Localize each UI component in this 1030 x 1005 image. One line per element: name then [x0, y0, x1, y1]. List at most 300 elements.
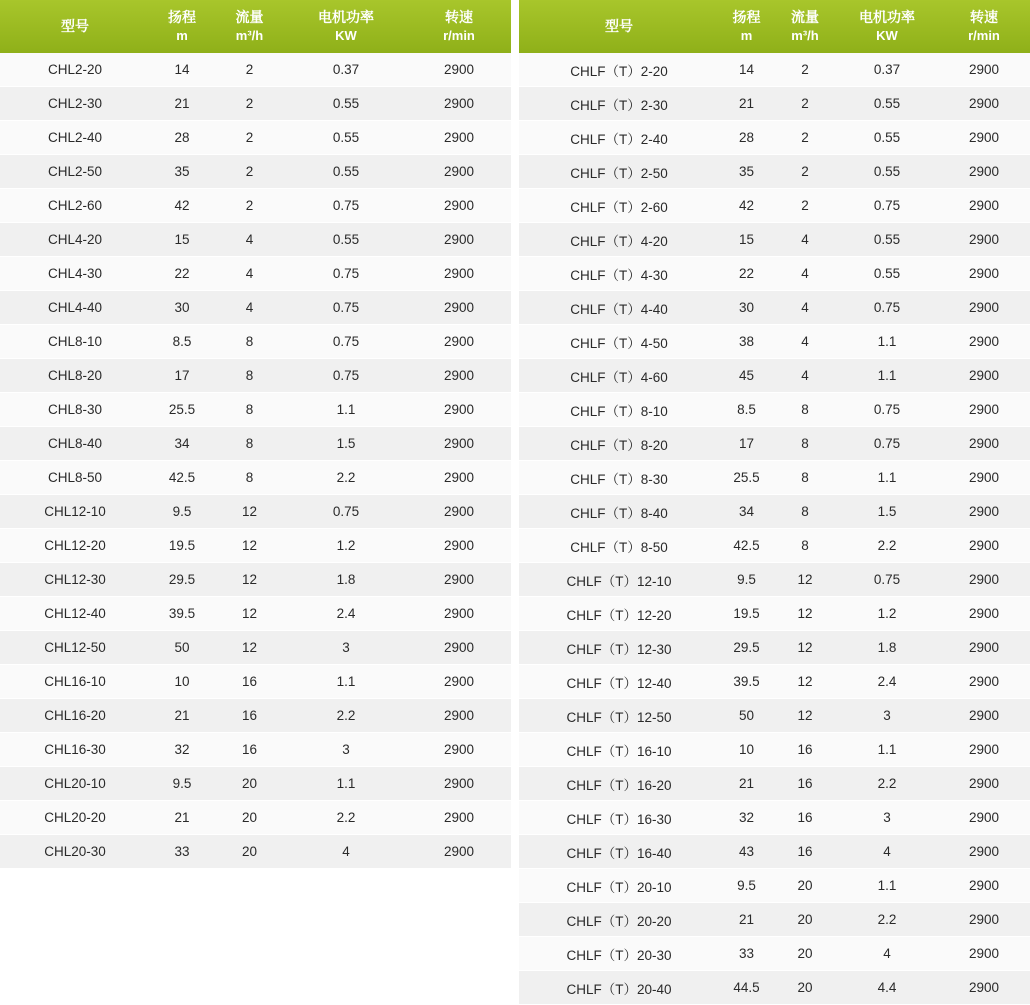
- column-header-2: [774, 0, 836, 53]
- cell-value: 17: [719, 427, 774, 461]
- cell-value: 2900: [938, 903, 1030, 937]
- cell-value: 8: [774, 529, 836, 563]
- cell-value: 2900: [407, 699, 511, 733]
- cell-model: CHL2-40: [0, 121, 150, 155]
- cell-model: CHLF（T）2-30: [519, 87, 719, 121]
- cell-value: 4: [214, 257, 285, 291]
- cell-value: 39.5: [150, 597, 214, 631]
- cell-model: CHL12-30: [0, 563, 150, 597]
- table-row: [0, 53, 511, 87]
- cell-model: CHLF（T）16-10: [519, 733, 719, 767]
- column-header-unit: KW: [876, 27, 898, 43]
- cell-value: 0.75: [836, 393, 938, 427]
- cell-value: 2900: [938, 801, 1030, 835]
- cell-value: 38: [719, 325, 774, 359]
- cell-value: 9.5: [719, 869, 774, 903]
- cell-value: 8.5: [719, 393, 774, 427]
- cell-value: 2900: [938, 869, 1030, 903]
- cell-value: 2900: [938, 495, 1030, 529]
- column-header-title: 转速: [445, 8, 473, 25]
- cell-value: 45: [719, 359, 774, 393]
- table-row: [519, 529, 1030, 563]
- cell-value: 42: [719, 189, 774, 223]
- cell-value: 2900: [938, 393, 1030, 427]
- table-row: [519, 869, 1030, 903]
- cell-model: CHLF（T）8-40: [519, 495, 719, 529]
- cell-model: CHL2-30: [0, 87, 150, 121]
- cell-model: CHL8-40: [0, 427, 150, 461]
- cell-value: 0.37: [285, 53, 407, 87]
- table-row: [519, 699, 1030, 733]
- cell-value: 2900: [938, 699, 1030, 733]
- cell-model: CHL8-50: [0, 461, 150, 495]
- table-row: [519, 87, 1030, 121]
- chl-table-container: [0, 0, 511, 869]
- cell-value: 2: [214, 121, 285, 155]
- cell-value: 8: [774, 393, 836, 427]
- cell-value: 0.55: [285, 87, 407, 121]
- cell-value: 14: [150, 53, 214, 87]
- cell-value: 3: [285, 733, 407, 767]
- table-row: [0, 359, 511, 393]
- cell-value: 28: [150, 121, 214, 155]
- cell-value: 2.2: [836, 529, 938, 563]
- cell-model: CHLF（T）20-20: [519, 903, 719, 937]
- cell-value: 1.2: [285, 529, 407, 563]
- cell-value: 44.5: [719, 971, 774, 1005]
- cell-value: 1.1: [836, 461, 938, 495]
- cell-value: 4: [836, 835, 938, 869]
- cell-value: 12: [774, 597, 836, 631]
- cell-value: 32: [719, 801, 774, 835]
- cell-value: 21: [150, 699, 214, 733]
- table-row: [519, 53, 1030, 87]
- cell-value: 2900: [938, 189, 1030, 223]
- cell-value: 8: [214, 461, 285, 495]
- cell-model: CHLF（T）12-40: [519, 665, 719, 699]
- chl-spec-table: [0, 0, 511, 869]
- column-header-3: [285, 0, 407, 53]
- cell-value: 0.55: [285, 155, 407, 189]
- table-row: [519, 665, 1030, 699]
- table-row: [519, 801, 1030, 835]
- column-header-unit: r/min: [968, 27, 1000, 43]
- cell-value: 12: [214, 495, 285, 529]
- cell-value: 3: [836, 699, 938, 733]
- chlf-spec-table: [519, 0, 1030, 1005]
- table-row: [519, 359, 1030, 393]
- cell-value: 2900: [407, 257, 511, 291]
- cell-model: CHL12-40: [0, 597, 150, 631]
- cell-model: CHLF（T）2-60: [519, 189, 719, 223]
- cell-value: 2900: [407, 801, 511, 835]
- table-row: [0, 597, 511, 631]
- cell-value: 12: [774, 665, 836, 699]
- cell-value: 21: [150, 801, 214, 835]
- cell-value: 1.1: [836, 359, 938, 393]
- table-row: [519, 291, 1030, 325]
- cell-model: CHLF（T）12-30: [519, 631, 719, 665]
- table-row: [0, 801, 511, 835]
- cell-value: 0.37: [836, 53, 938, 87]
- cell-model: CHLF（T）4-60: [519, 359, 719, 393]
- cell-value: 39.5: [719, 665, 774, 699]
- cell-value: 8: [774, 427, 836, 461]
- cell-model: CHLF（T）8-30: [519, 461, 719, 495]
- cell-value: 34: [150, 427, 214, 461]
- column-header-title: 型号: [605, 17, 633, 34]
- table-row: [519, 631, 1030, 665]
- cell-value: 3: [285, 631, 407, 665]
- cell-value: 20: [214, 835, 285, 869]
- table-row: [519, 767, 1030, 801]
- table-row: [519, 495, 1030, 529]
- cell-model: CHLF（T）12-20: [519, 597, 719, 631]
- cell-value: 50: [719, 699, 774, 733]
- cell-value: 2900: [938, 597, 1030, 631]
- cell-value: 29.5: [150, 563, 214, 597]
- header-row: [519, 0, 1030, 53]
- cell-value: 2900: [938, 971, 1030, 1005]
- table-row: [0, 529, 511, 563]
- column-header-3: [836, 0, 938, 53]
- header-row: [0, 0, 511, 53]
- table-row: [519, 189, 1030, 223]
- cell-value: 0.75: [836, 427, 938, 461]
- cell-value: 22: [719, 257, 774, 291]
- cell-value: 0.75: [836, 563, 938, 597]
- cell-value: 22: [150, 257, 214, 291]
- cell-value: 2900: [407, 597, 511, 631]
- column-header-title: 型号: [61, 17, 89, 34]
- cell-value: 2: [214, 53, 285, 87]
- column-header-1: [719, 0, 774, 53]
- cell-model: CHL8-10: [0, 325, 150, 359]
- cell-value: 1.5: [285, 427, 407, 461]
- cell-value: 4: [774, 257, 836, 291]
- column-header-unit: m³/h: [235, 27, 264, 43]
- cell-value: 2.2: [285, 461, 407, 495]
- cell-value: 2900: [407, 563, 511, 597]
- table-row: [519, 121, 1030, 155]
- table-row: [519, 393, 1030, 427]
- cell-model: CHL4-30: [0, 257, 150, 291]
- column-header-title: 电机功率: [859, 8, 915, 25]
- cell-model: CHLF（T）12-10: [519, 563, 719, 597]
- table-row: [0, 87, 511, 121]
- cell-model: CHL2-50: [0, 155, 150, 189]
- cell-value: 16: [774, 733, 836, 767]
- cell-value: 50: [150, 631, 214, 665]
- cell-value: 2: [214, 155, 285, 189]
- table-row: [519, 257, 1030, 291]
- table-row: [0, 325, 511, 359]
- cell-value: 8: [214, 393, 285, 427]
- cell-value: 20: [214, 801, 285, 835]
- cell-value: 1.2: [836, 597, 938, 631]
- cell-value: 4.4: [836, 971, 938, 1005]
- cell-value: 15: [719, 223, 774, 257]
- table-header: [0, 0, 511, 53]
- cell-value: 35: [150, 155, 214, 189]
- column-header-unit: m: [176, 27, 188, 43]
- cell-model: CHLF（T）4-30: [519, 257, 719, 291]
- column-header-1: [150, 0, 214, 53]
- cell-value: 4: [214, 291, 285, 325]
- column-header-0: [519, 0, 719, 53]
- cell-model: CHL16-20: [0, 699, 150, 733]
- column-header-title: 转速: [970, 8, 998, 25]
- table-row: [0, 835, 511, 869]
- table-row: [519, 835, 1030, 869]
- cell-value: 2900: [407, 665, 511, 699]
- cell-value: 1.8: [285, 563, 407, 597]
- table-row: [0, 461, 511, 495]
- cell-value: 1.1: [285, 393, 407, 427]
- column-header-unit: KW: [335, 27, 357, 43]
- cell-value: 1.1: [285, 767, 407, 801]
- cell-value: 2: [774, 155, 836, 189]
- cell-value: 12: [774, 631, 836, 665]
- cell-value: 2: [774, 87, 836, 121]
- cell-value: 19.5: [150, 529, 214, 563]
- cell-model: CHLF（T）2-50: [519, 155, 719, 189]
- cell-value: 2900: [407, 631, 511, 665]
- cell-value: 2900: [407, 461, 511, 495]
- cell-value: 15: [150, 223, 214, 257]
- cell-value: 16: [214, 733, 285, 767]
- table-row: [0, 427, 511, 461]
- cell-value: 2900: [407, 155, 511, 189]
- cell-value: 2900: [407, 53, 511, 87]
- cell-value: 30: [150, 291, 214, 325]
- cell-value: 2900: [938, 461, 1030, 495]
- cell-model: CHLF（T）8-50: [519, 529, 719, 563]
- cell-value: 21: [719, 87, 774, 121]
- cell-value: 0.55: [836, 155, 938, 189]
- cell-value: 16: [774, 835, 836, 869]
- cell-model: CHL20-20: [0, 801, 150, 835]
- cell-value: 16: [774, 801, 836, 835]
- cell-value: 2.2: [836, 903, 938, 937]
- cell-value: 2: [774, 121, 836, 155]
- cell-value: 42: [150, 189, 214, 223]
- column-header-unit: m³/h: [791, 27, 819, 43]
- cell-model: CHL8-20: [0, 359, 150, 393]
- cell-value: 2900: [407, 393, 511, 427]
- cell-value: 0.55: [836, 223, 938, 257]
- cell-value: 2900: [938, 665, 1030, 699]
- column-header-title: 扬程: [732, 8, 761, 25]
- column-header-2: [214, 0, 285, 53]
- cell-model: CHLF（T）20-10: [519, 869, 719, 903]
- cell-value: 19.5: [719, 597, 774, 631]
- table-row: [0, 495, 511, 529]
- cell-value: 2.2: [285, 699, 407, 733]
- cell-value: 2900: [938, 427, 1030, 461]
- cell-value: 42.5: [150, 461, 214, 495]
- cell-value: 2900: [938, 257, 1030, 291]
- cell-model: CHLF（T）20-30: [519, 937, 719, 971]
- cell-value: 1.1: [836, 325, 938, 359]
- cell-value: 2900: [938, 121, 1030, 155]
- cell-model: CHL8-30: [0, 393, 150, 427]
- cell-value: 2900: [407, 223, 511, 257]
- cell-value: 29.5: [719, 631, 774, 665]
- cell-value: 20: [774, 903, 836, 937]
- cell-value: 2900: [407, 359, 511, 393]
- table-row: [0, 563, 511, 597]
- table-row: [519, 937, 1030, 971]
- table-row: [519, 427, 1030, 461]
- cell-value: 4: [774, 325, 836, 359]
- cell-value: 2900: [407, 325, 511, 359]
- column-header-unit: m: [740, 27, 753, 43]
- cell-value: 16: [214, 699, 285, 733]
- cell-value: 2: [214, 87, 285, 121]
- cell-model: CHLF（T）16-20: [519, 767, 719, 801]
- cell-value: 8: [214, 427, 285, 461]
- cell-value: 9.5: [719, 563, 774, 597]
- table-row: [0, 631, 511, 665]
- cell-value: 2900: [407, 529, 511, 563]
- table-row: [0, 393, 511, 427]
- cell-value: 2900: [407, 87, 511, 121]
- cell-value: 16: [214, 665, 285, 699]
- chlf-table-container: [519, 0, 1030, 1005]
- cell-model: CHLF（T）2-20: [519, 53, 719, 87]
- table-body: [0, 53, 511, 869]
- cell-value: 20: [774, 869, 836, 903]
- table-row: [519, 971, 1030, 1005]
- cell-value: 2900: [938, 937, 1030, 971]
- cell-value: 2.4: [836, 665, 938, 699]
- table-row: [0, 665, 511, 699]
- cell-value: 9.5: [150, 767, 214, 801]
- cell-model: CHL12-20: [0, 529, 150, 563]
- cell-value: 10: [719, 733, 774, 767]
- cell-value: 2.2: [836, 767, 938, 801]
- cell-value: 4: [774, 291, 836, 325]
- cell-model: CHLF（T）16-30: [519, 801, 719, 835]
- cell-value: 0.75: [285, 291, 407, 325]
- cell-model: CHLF（T）12-50: [519, 699, 719, 733]
- cell-value: 8: [214, 325, 285, 359]
- cell-value: 2900: [938, 835, 1030, 869]
- cell-value: 2900: [938, 87, 1030, 121]
- cell-value: 2900: [407, 733, 511, 767]
- cell-value: 42.5: [719, 529, 774, 563]
- table-body: [519, 53, 1030, 1005]
- cell-value: 8: [214, 359, 285, 393]
- column-header-title: 扬程: [168, 8, 196, 25]
- table-row: [519, 155, 1030, 189]
- cell-value: 0.55: [836, 257, 938, 291]
- cell-value: 12: [214, 563, 285, 597]
- cell-value: 30: [719, 291, 774, 325]
- table-row: [519, 597, 1030, 631]
- cell-model: CHL20-10: [0, 767, 150, 801]
- table-row: [0, 699, 511, 733]
- cell-model: CHL16-10: [0, 665, 150, 699]
- cell-value: 2900: [938, 529, 1030, 563]
- cell-value: 0.75: [285, 189, 407, 223]
- cell-value: 0.55: [285, 121, 407, 155]
- cell-model: CHLF（T）4-40: [519, 291, 719, 325]
- cell-value: 0.55: [285, 223, 407, 257]
- cell-model: CHL4-20: [0, 223, 150, 257]
- cell-value: 8.5: [150, 325, 214, 359]
- cell-value: 20: [774, 937, 836, 971]
- column-header-4: [407, 0, 511, 53]
- cell-value: 4: [836, 937, 938, 971]
- cell-model: CHLF（T）2-40: [519, 121, 719, 155]
- cell-model: CHLF（T）4-50: [519, 325, 719, 359]
- cell-value: 8: [774, 495, 836, 529]
- cell-value: 1.5: [836, 495, 938, 529]
- cell-value: 0.75: [285, 257, 407, 291]
- cell-value: 33: [719, 937, 774, 971]
- cell-value: 2900: [938, 155, 1030, 189]
- cell-value: 34: [719, 495, 774, 529]
- cell-value: 0.75: [836, 189, 938, 223]
- table-row: [0, 767, 511, 801]
- table-row: [0, 121, 511, 155]
- cell-value: 0.75: [836, 291, 938, 325]
- cell-value: 1.8: [836, 631, 938, 665]
- cell-model: CHL16-30: [0, 733, 150, 767]
- cell-value: 32: [150, 733, 214, 767]
- table-row: [0, 223, 511, 257]
- cell-value: 17: [150, 359, 214, 393]
- cell-value: 43: [719, 835, 774, 869]
- cell-value: 3: [836, 801, 938, 835]
- cell-value: 0.75: [285, 359, 407, 393]
- cell-value: 2900: [938, 291, 1030, 325]
- cell-model: CHL2-60: [0, 189, 150, 223]
- cell-value: 2.4: [285, 597, 407, 631]
- cell-model: CHLF（T）4-20: [519, 223, 719, 257]
- table-header: [519, 0, 1030, 53]
- cell-model: CHL12-50: [0, 631, 150, 665]
- table-row: [0, 189, 511, 223]
- cell-value: 12: [774, 699, 836, 733]
- cell-value: 35: [719, 155, 774, 189]
- cell-value: 4: [285, 835, 407, 869]
- column-header-0: [0, 0, 150, 53]
- cell-model: CHLF（T）8-10: [519, 393, 719, 427]
- cell-model: CHL2-20: [0, 53, 150, 87]
- cell-value: 8: [774, 461, 836, 495]
- cell-value: 16: [774, 767, 836, 801]
- cell-value: 2900: [938, 733, 1030, 767]
- cell-value: 12: [214, 597, 285, 631]
- cell-value: 2900: [938, 223, 1030, 257]
- cell-value: 1.1: [836, 869, 938, 903]
- table-row: [519, 733, 1030, 767]
- cell-value: 2900: [407, 189, 511, 223]
- table-row: [519, 461, 1030, 495]
- cell-model: CHLF（T）8-20: [519, 427, 719, 461]
- table-row: [519, 223, 1030, 257]
- column-header-title: 流量: [791, 8, 819, 25]
- cell-value: 2900: [938, 767, 1030, 801]
- cell-value: 14: [719, 53, 774, 87]
- cell-value: 0.55: [836, 87, 938, 121]
- column-header-4: [938, 0, 1030, 53]
- cell-value: 1.1: [285, 665, 407, 699]
- cell-value: 21: [150, 87, 214, 121]
